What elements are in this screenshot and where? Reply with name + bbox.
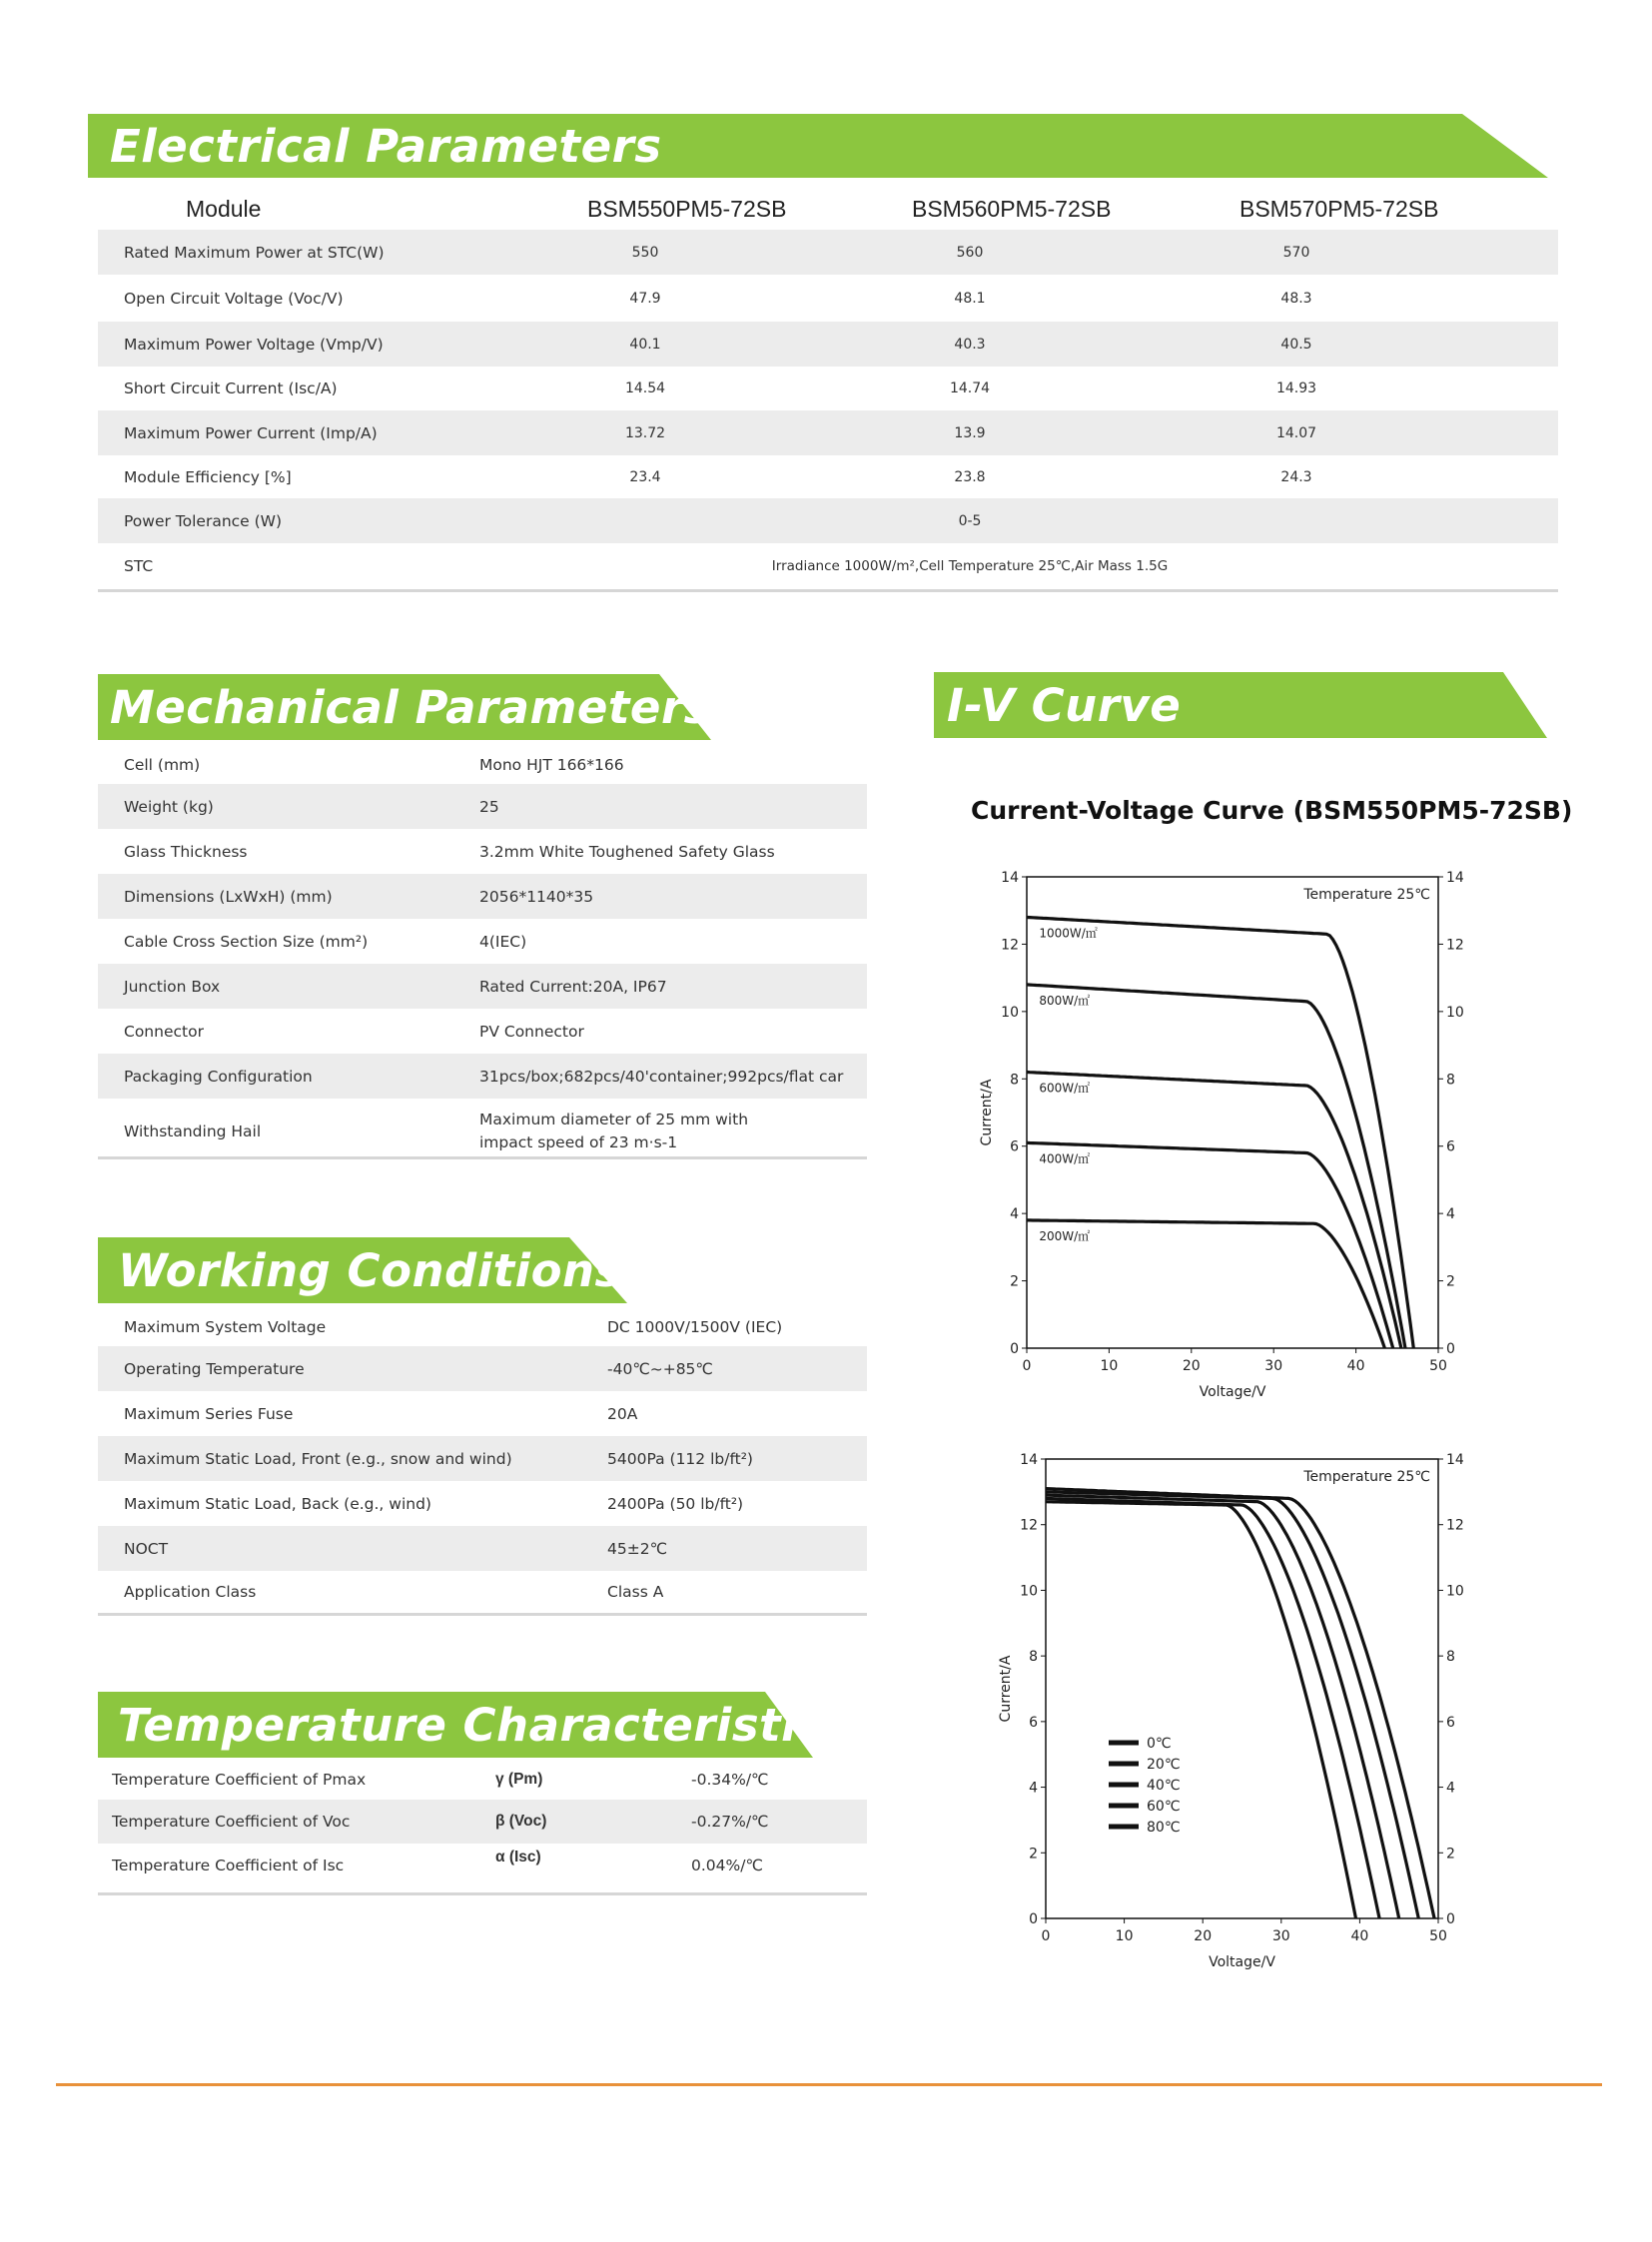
table-row bbox=[98, 1308, 867, 1346]
y2-tick-label: 14 bbox=[1446, 870, 1464, 886]
y2-tick-label: 10 bbox=[1446, 1004, 1464, 1021]
model-560-header: BSM560PM5-72SB bbox=[912, 196, 1112, 222]
row-value: 23.4 bbox=[629, 468, 661, 485]
row-label: Temperature Coefficient of Pmax bbox=[112, 1771, 367, 1789]
row-label: STC bbox=[124, 557, 154, 575]
table-row bbox=[98, 498, 1558, 543]
y-tick-label: 4 bbox=[1029, 1780, 1038, 1797]
x-tick-label: 50 bbox=[1429, 1928, 1447, 1944]
y-tick-label: 12 bbox=[1001, 937, 1019, 954]
row-label: Junction Box bbox=[124, 977, 221, 996]
table-row bbox=[98, 964, 867, 1009]
table-row bbox=[98, 1436, 867, 1481]
row-label: Operating Temperature bbox=[124, 1359, 305, 1378]
series-line bbox=[1027, 918, 1413, 1349]
row-value: 25 bbox=[479, 797, 499, 816]
row-value: 40.5 bbox=[1280, 336, 1312, 353]
row-label: Maximum Power Current (Imp/A) bbox=[124, 423, 378, 442]
row-value: Class A bbox=[607, 1583, 664, 1601]
y-tick-label: 2 bbox=[1029, 1846, 1038, 1863]
row-label: Weight (kg) bbox=[124, 797, 214, 816]
y2-tick-label: 2 bbox=[1446, 1846, 1455, 1863]
y2-tick-label: 12 bbox=[1446, 1517, 1464, 1534]
y2-tick-label: 6 bbox=[1446, 1714, 1455, 1731]
y2-tick-label: 14 bbox=[1446, 1452, 1464, 1468]
working-rows bbox=[98, 1308, 867, 1613]
row-value: Irradiance 1000W/m²,Cell Temperature 25℃,Air Mass 1.5G bbox=[771, 558, 1169, 574]
irradiance-iv-chart bbox=[959, 859, 1478, 1418]
mechanical-divider bbox=[98, 1156, 867, 1159]
row-label: Glass Thickness bbox=[124, 842, 248, 861]
y2-tick-label: 4 bbox=[1446, 1780, 1455, 1797]
row-label: Packaging Configuration bbox=[124, 1067, 313, 1086]
row-label: Open Circuit Voltage (Voc/V) bbox=[124, 289, 344, 308]
electrical-divider bbox=[98, 589, 1558, 592]
row-value: 31pcs/box;682pcs/40'container;992pcs/flat car bbox=[479, 1067, 844, 1086]
table-row bbox=[98, 919, 867, 964]
row-label: Temperature Coefficient of Isc bbox=[112, 1857, 345, 1874]
row-symbol: β (Voc) bbox=[495, 1813, 547, 1830]
y-tick-label: 10 bbox=[1020, 1583, 1038, 1600]
legend-label: 20℃ bbox=[1147, 1757, 1181, 1773]
table-row bbox=[98, 1800, 867, 1844]
row-label: Power Tolerance (W) bbox=[124, 511, 283, 530]
y2-tick-label: 2 bbox=[1446, 1273, 1455, 1290]
x-tick-label: 0 bbox=[1041, 1928, 1051, 1944]
legend-label: 60℃ bbox=[1147, 1799, 1181, 1815]
electrical-title: Electrical Parameters bbox=[110, 119, 662, 173]
row-label: Withstanding Hail bbox=[124, 1122, 262, 1140]
temperature-rows bbox=[98, 1760, 867, 1887]
row-label: Short Circuit Current (Isc/A) bbox=[124, 379, 338, 397]
y-tick-label: 6 bbox=[1029, 1714, 1038, 1731]
table-row bbox=[98, 1760, 867, 1800]
row-value: 5400Pa (112 lb/ft²) bbox=[607, 1449, 753, 1468]
row-label: Maximum Static Load, Front (e.g., snow and wind) bbox=[124, 1449, 512, 1468]
row-value-line-1: Maximum diameter of 25 mm with bbox=[479, 1111, 749, 1128]
row-label: Dimensions (LxWxH) (mm) bbox=[124, 887, 333, 906]
table-row bbox=[98, 1009, 867, 1054]
row-value: 0.04%/℃ bbox=[691, 1857, 763, 1874]
row-value: 3.2mm White Toughened Safety Glass bbox=[479, 842, 775, 861]
series-line bbox=[1027, 985, 1405, 1348]
iv-chart-title: Current-Voltage Curve (BSM550PM5-72SB) bbox=[971, 796, 1573, 825]
mechanical-title: Mechanical Parameters bbox=[110, 680, 711, 734]
x-axis-title: Voltage/V bbox=[1199, 1384, 1266, 1400]
y2-tick-label: 0 bbox=[1446, 1341, 1455, 1357]
row-symbol: γ (Pm) bbox=[495, 1771, 543, 1788]
table-row bbox=[98, 410, 1558, 455]
row-value: 4(IEC) bbox=[479, 932, 527, 951]
temperature-title: Temperature Characteristics bbox=[118, 1698, 852, 1752]
row-value: 24.3 bbox=[1280, 468, 1312, 485]
temperature-annotation: Temperature 25℃ bbox=[1303, 887, 1430, 903]
plot-frame bbox=[1027, 877, 1438, 1348]
x-tick-label: 30 bbox=[1271, 1928, 1290, 1944]
y-tick-label: 0 bbox=[1010, 1341, 1019, 1357]
iv-title: I-V Curve bbox=[947, 678, 1182, 732]
module-header: Module bbox=[186, 196, 262, 222]
table-row bbox=[98, 1391, 867, 1436]
table-row bbox=[98, 784, 867, 829]
row-label: Cable Cross Section Size (mm²) bbox=[124, 932, 369, 951]
row-label: Cell (mm) bbox=[124, 756, 201, 774]
series-line bbox=[1046, 1492, 1418, 1918]
x-tick-label: 10 bbox=[1100, 1358, 1119, 1374]
y2-tick-label: 6 bbox=[1446, 1138, 1455, 1155]
x-tick-label: 20 bbox=[1194, 1928, 1213, 1944]
legend-label: 40℃ bbox=[1147, 1778, 1181, 1794]
temperature-divider bbox=[98, 1892, 867, 1895]
x-tick-label: 20 bbox=[1182, 1358, 1201, 1374]
row-value: 40.3 bbox=[954, 336, 986, 353]
row-value: PV Connector bbox=[479, 1022, 584, 1041]
table-row bbox=[98, 1526, 867, 1571]
row-value: 14.07 bbox=[1275, 424, 1317, 441]
model-570-header: BSM570PM5-72SB bbox=[1239, 196, 1439, 222]
row-label: Application Class bbox=[124, 1583, 257, 1601]
row-label: Maximum System Voltage bbox=[124, 1318, 327, 1336]
series-label: 600W/㎡ bbox=[1039, 1081, 1091, 1096]
row-value: 2400Pa (50 lb/ft²) bbox=[607, 1494, 744, 1513]
x-tick-label: 30 bbox=[1264, 1358, 1283, 1374]
row-label: Module Efficiency [%] bbox=[124, 467, 292, 486]
y2-tick-label: 8 bbox=[1446, 1072, 1455, 1089]
x-tick-label: 40 bbox=[1346, 1358, 1365, 1374]
series-label: 400W/㎡ bbox=[1039, 1151, 1091, 1166]
row-value: 14.54 bbox=[624, 380, 666, 396]
row-value: 13.9 bbox=[954, 424, 986, 441]
legend-label: 0℃ bbox=[1147, 1736, 1172, 1752]
series-line bbox=[1046, 1502, 1356, 1918]
row-label: Connector bbox=[124, 1022, 204, 1041]
y-tick-label: 4 bbox=[1010, 1206, 1019, 1223]
y-axis-title: Current/A bbox=[979, 1079, 995, 1146]
working-divider bbox=[98, 1613, 867, 1616]
temperature-annotation: Temperature 25℃ bbox=[1303, 1469, 1430, 1485]
table-row bbox=[98, 543, 1558, 589]
row-value: 14.74 bbox=[949, 380, 991, 396]
temperature-iv-chart bbox=[959, 1443, 1478, 1982]
y-tick-label: 8 bbox=[1010, 1072, 1019, 1089]
row-label: Maximum Power Voltage (Vmp/V) bbox=[124, 335, 384, 354]
row-value: 20A bbox=[607, 1404, 638, 1423]
row-label: Maximum Static Load, Back (e.g., wind) bbox=[124, 1494, 431, 1513]
row-value: 48.3 bbox=[1280, 290, 1312, 307]
series-label: 1000W/㎡ bbox=[1039, 926, 1098, 941]
table-row bbox=[98, 1571, 867, 1613]
row-value: -40℃~+85℃ bbox=[607, 1359, 713, 1378]
x-tick-label: 10 bbox=[1115, 1928, 1134, 1944]
y-axis-title: Current/A bbox=[998, 1655, 1014, 1723]
y2-tick-label: 12 bbox=[1446, 937, 1464, 954]
table-row bbox=[98, 367, 1558, 410]
y2-tick-label: 4 bbox=[1446, 1206, 1455, 1223]
series-line bbox=[1046, 1495, 1399, 1918]
row-value: 0-5 bbox=[958, 512, 982, 529]
row-value: 13.72 bbox=[624, 424, 666, 441]
y-tick-label: 8 bbox=[1029, 1649, 1038, 1666]
row-value: 570 bbox=[1282, 244, 1310, 261]
row-value: 45±2℃ bbox=[607, 1539, 667, 1558]
row-value: 560 bbox=[956, 244, 984, 261]
x-tick-label: 40 bbox=[1350, 1928, 1369, 1944]
row-value: Mono HJT 166*166 bbox=[479, 756, 624, 774]
row-label: Maximum Series Fuse bbox=[124, 1404, 294, 1423]
y-tick-label: 12 bbox=[1020, 1517, 1038, 1534]
row-value: 40.1 bbox=[629, 336, 661, 353]
table-row bbox=[98, 322, 1558, 367]
series-label: 200W/㎡ bbox=[1039, 1228, 1091, 1243]
y-tick-label: 2 bbox=[1010, 1273, 1019, 1290]
legend-label: 80℃ bbox=[1147, 1820, 1181, 1836]
x-tick-label: 0 bbox=[1022, 1358, 1032, 1374]
row-value: 2056*1140*35 bbox=[479, 887, 594, 906]
electrical-rows bbox=[98, 230, 1558, 589]
series-line bbox=[1046, 1489, 1434, 1918]
table-row bbox=[98, 829, 867, 874]
row-value bbox=[479, 1099, 748, 1164]
y-tick-label: 14 bbox=[1020, 1452, 1038, 1468]
table-row bbox=[98, 1844, 867, 1887]
series-line bbox=[1046, 1498, 1379, 1918]
row-symbol: α (Isc) bbox=[495, 1849, 541, 1866]
row-label: Temperature Coefficient of Voc bbox=[112, 1813, 351, 1831]
working-title: Working Conditions bbox=[118, 1243, 622, 1297]
plot-frame bbox=[1046, 1459, 1438, 1918]
x-tick-label: 50 bbox=[1429, 1358, 1447, 1374]
model-550-header: BSM550PM5-72SB bbox=[587, 196, 787, 222]
series-label: 800W/㎡ bbox=[1039, 993, 1091, 1008]
y2-tick-label: 10 bbox=[1446, 1583, 1464, 1600]
table-row bbox=[98, 230, 1558, 275]
table-row bbox=[98, 1346, 867, 1391]
row-value: 23.8 bbox=[954, 468, 986, 485]
y-tick-label: 0 bbox=[1029, 1911, 1038, 1927]
row-value: 48.1 bbox=[954, 290, 986, 307]
table-row bbox=[98, 1481, 867, 1526]
row-value: 47.9 bbox=[629, 290, 661, 307]
table-row bbox=[98, 455, 1558, 498]
row-value: -0.34%/℃ bbox=[691, 1771, 769, 1789]
table-row bbox=[98, 1054, 867, 1099]
table-row bbox=[98, 275, 1558, 322]
row-value: DC 1000V/1500V (IEC) bbox=[607, 1318, 783, 1336]
row-value: 14.93 bbox=[1275, 380, 1317, 396]
table-row bbox=[98, 874, 867, 919]
row-label: Rated Maximum Power at STC(W) bbox=[124, 243, 385, 262]
footer-divider bbox=[56, 2083, 1602, 2086]
y2-tick-label: 8 bbox=[1446, 1649, 1455, 1666]
table-row bbox=[98, 746, 867, 784]
y2-tick-label: 0 bbox=[1446, 1911, 1455, 1927]
table-row bbox=[98, 1099, 867, 1164]
row-value: 550 bbox=[631, 244, 659, 261]
row-value-line-2: impact speed of 23 m·s-1 bbox=[479, 1133, 678, 1151]
row-value: Rated Current:20A, IP67 bbox=[479, 977, 667, 996]
y-tick-label: 6 bbox=[1010, 1138, 1019, 1155]
y-tick-label: 10 bbox=[1001, 1004, 1019, 1021]
row-value: -0.27%/℃ bbox=[691, 1813, 769, 1831]
row-label: NOCT bbox=[124, 1539, 169, 1558]
x-axis-title: Voltage/V bbox=[1209, 1954, 1275, 1970]
y-tick-label: 14 bbox=[1001, 870, 1019, 886]
mechanical-rows bbox=[98, 746, 867, 1164]
